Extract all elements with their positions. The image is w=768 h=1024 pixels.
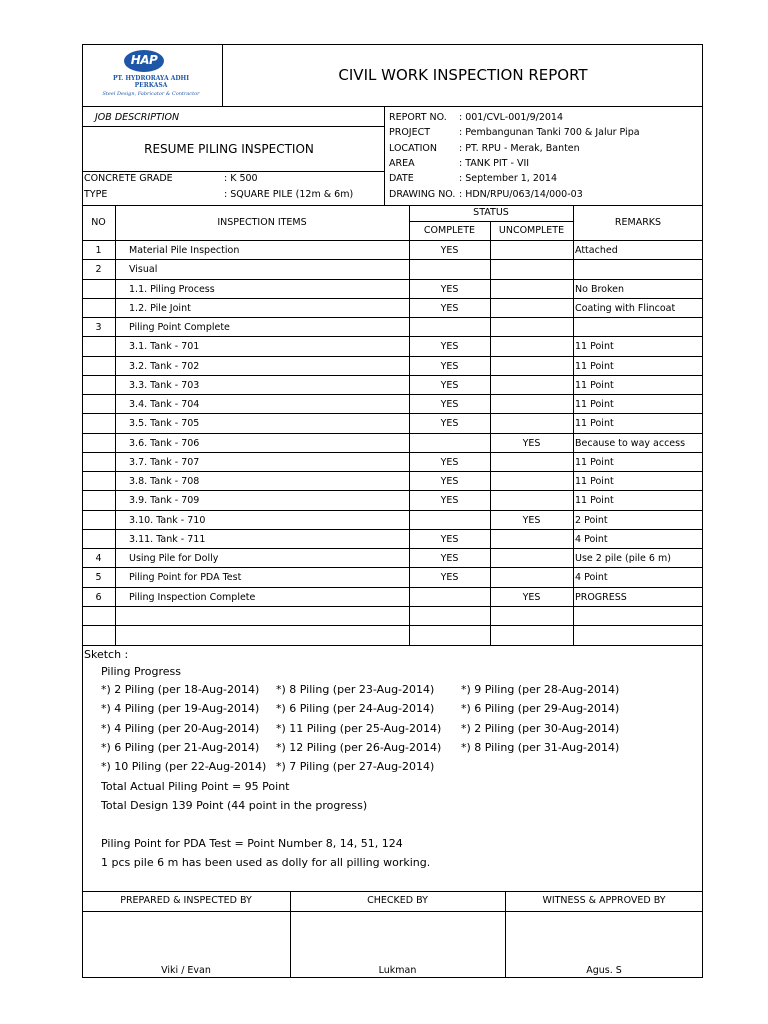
- sketch-label: Sketch :: [84, 648, 129, 661]
- row-item: 3.10. Tank - 710: [129, 514, 206, 526]
- row-item: 3.2. Tank - 702: [129, 360, 200, 372]
- progress-entry: *) 10 Piling (per 22-Aug-2014): [101, 760, 267, 774]
- row-divider: [82, 356, 703, 357]
- row-number: 6: [95, 591, 102, 603]
- info-value: : September 1, 2014: [459, 173, 558, 185]
- row-complete: YES: [440, 533, 459, 545]
- row-item: 3.4. Tank - 704: [129, 399, 200, 410]
- row-item: 3.11. Tank - 711: [129, 533, 206, 545]
- checked-by-label: CHECKED BY: [367, 895, 428, 906]
- row-remarks: 11 Point: [575, 360, 614, 372]
- progress-entry: *) 9 Piling (per 28-Aug-2014): [461, 683, 620, 696]
- row-remarks: 11 Point: [575, 341, 614, 353]
- row-divider: [82, 471, 703, 472]
- row-complete: YES: [440, 572, 459, 584]
- job-description-value: RESUME PILING INSPECTION: [144, 142, 314, 156]
- prepared-by-name: Viki / Evan: [161, 965, 211, 976]
- progress-entry: *) 12 Piling (per 26-Aug-2014): [276, 740, 442, 754]
- row-uncomplete: YES: [522, 591, 541, 603]
- progress-entry: *) 11 Piling (per 25-Aug-2014): [276, 721, 442, 735]
- info-value: : PT. RPU - Merak, Banten: [459, 142, 580, 154]
- row-divider: [82, 510, 703, 511]
- row-item: 3.1. Tank - 701: [129, 341, 200, 353]
- progress-entry: *) 8 Piling (per 31-Aug-2014): [461, 740, 620, 754]
- col-header-items: INSPECTION ITEMS: [217, 217, 307, 228]
- row-item: 1.2. Pile Joint: [129, 302, 191, 314]
- row-remarks: 4 Point: [575, 572, 608, 584]
- row-item: Visual: [129, 264, 158, 276]
- info-label: DRAWING NO.: [389, 188, 456, 200]
- row-item: 3.5. Tank - 705: [129, 418, 200, 430]
- info-value: : HDN/RPU/063/14/000-03: [459, 188, 583, 200]
- row-divider: [82, 336, 703, 337]
- row-divider: [82, 279, 703, 280]
- row-remarks: 11 Point: [575, 495, 614, 507]
- row-remarks: 4 Point: [575, 533, 608, 545]
- company-tagline: Steel Design, Fabricator & Contractor: [102, 91, 200, 97]
- row-divider: [82, 587, 703, 588]
- row-complete: YES: [440, 341, 459, 353]
- type-label: TYPE: [84, 189, 108, 200]
- row-divider: [82, 394, 703, 395]
- concrete-grade-label: CONCRETE GRADE: [84, 173, 173, 184]
- concrete-grade-value: : K 500: [224, 173, 258, 184]
- row-divider: [82, 452, 703, 453]
- progress-entry: *) 2 Piling (per 30-Aug-2014): [461, 721, 620, 735]
- row-item: Piling Inspection Complete: [129, 591, 256, 603]
- row-item: Material Pile Inspection: [129, 245, 240, 256]
- row-divider: [82, 317, 703, 318]
- row-uncomplete: YES: [522, 437, 541, 449]
- row-divider: [82, 567, 703, 568]
- checked-by-name: Lukman: [378, 965, 417, 976]
- col-header-status: STATUS: [473, 207, 509, 218]
- piling-progress-title: Piling Progress: [101, 665, 181, 678]
- progress-entry: *) 6 Piling (per 21-Aug-2014): [101, 740, 260, 754]
- row-remarks: Coating with Flincoat: [575, 302, 676, 314]
- row-number: 4: [95, 553, 102, 564]
- approved-by-name: Agus. S: [586, 965, 622, 976]
- row-item: Using Pile for Dolly: [129, 553, 219, 564]
- row-item: Piling Point Complete: [129, 322, 230, 333]
- job-description-label: JOB DESCRIPTION: [95, 112, 180, 123]
- row-item: 3.9. Tank - 709: [129, 495, 200, 507]
- progress-entry: *) 2 Piling (per 18-Aug-2014): [101, 683, 260, 696]
- row-number: 2: [95, 264, 102, 276]
- row-number: 1: [95, 245, 102, 256]
- info-label: AREA: [389, 157, 415, 169]
- row-complete: YES: [440, 302, 459, 314]
- row-divider: [82, 259, 703, 260]
- col-header-complete: COMPLETE: [423, 225, 476, 236]
- row-item: 1.1. Piling Process: [129, 283, 215, 295]
- progress-entry: *) 4 Piling (per 20-Aug-2014): [101, 721, 260, 735]
- row-divider: [82, 298, 703, 299]
- col-header-uncomplete: UNCOMPLETE: [498, 225, 565, 236]
- prepared-by-label: PREPARED & INSPECTED BY: [120, 895, 252, 906]
- row-item: 3.6. Tank - 706: [129, 437, 200, 449]
- total-actual: Total Actual Piling Point = 95 Point: [101, 780, 290, 793]
- col-header-remarks: REMARKS: [614, 217, 662, 228]
- row-item: 3.8. Tank - 708: [129, 476, 200, 487]
- row-item: Piling Point for PDA Test: [129, 572, 242, 584]
- row-complete: YES: [440, 399, 459, 410]
- row-remarks: Attached: [575, 245, 618, 256]
- progress-entry: *) 7 Piling (per 27-Aug-2014): [276, 760, 435, 774]
- row-divider: [82, 625, 703, 626]
- row-complete: YES: [440, 245, 459, 256]
- row-remarks: 11 Point: [575, 456, 614, 468]
- progress-entry: *) 6 Piling (per 29-Aug-2014): [461, 702, 620, 716]
- row-divider: [82, 375, 703, 376]
- info-value: : 001/CVL-001/9/2014: [459, 112, 563, 123]
- progress-entry: *) 4 Piling (per 19-Aug-2014): [101, 702, 260, 716]
- info-label: LOCATION: [389, 142, 438, 154]
- row-divider: [82, 490, 703, 491]
- row-divider: [82, 433, 703, 434]
- approved-by-label: WITNESS & APPROVED BY: [542, 895, 666, 906]
- row-remarks: 11 Point: [575, 399, 614, 410]
- row-remarks: 2 Point: [575, 514, 608, 526]
- row-divider: [82, 606, 703, 607]
- row-number: 5: [95, 572, 102, 584]
- row-divider: [82, 413, 703, 414]
- row-remarks: 11 Point: [575, 476, 614, 487]
- row-complete: YES: [440, 476, 459, 487]
- info-label: PROJECT: [389, 127, 431, 139]
- col-header-no: NO: [91, 217, 106, 228]
- row-complete: YES: [440, 456, 459, 468]
- company-name: PT. HYDRORAYA ADHI PERKASA: [112, 75, 190, 89]
- row-number: 3: [95, 322, 102, 333]
- row-remarks: Because to way access: [575, 437, 686, 449]
- info-label: DATE: [389, 173, 414, 185]
- row-item: 3.7. Tank - 707: [129, 456, 200, 468]
- row-complete: YES: [440, 283, 459, 295]
- row-remarks: 11 Point: [575, 379, 614, 391]
- total-design: Total Design 139 Point (44 point in the progress): [101, 799, 368, 812]
- row-complete: YES: [440, 360, 459, 372]
- row-complete: YES: [440, 379, 459, 391]
- logo-mark: HAP: [130, 53, 158, 67]
- info-value: : TANK PIT - VII: [459, 157, 530, 169]
- company-logo: [90, 50, 212, 102]
- info-value: : Pembangunan Tanki 700 & Jalur Pipa: [459, 127, 640, 139]
- pda-test-points: Piling Point for PDA Test = Point Number 8, 14, 51, 124: [101, 837, 403, 850]
- row-uncomplete: YES: [522, 514, 541, 526]
- row-complete: YES: [440, 495, 459, 507]
- dolly-note: 1 pcs pile 6 m has been used as dolly for all pilling working.: [101, 856, 431, 869]
- row-divider: [82, 529, 703, 530]
- row-remarks: Use 2 pile (pile 6 m): [575, 553, 671, 564]
- row-item: 3.3. Tank - 703: [129, 379, 200, 391]
- row-remarks: 11 Point: [575, 418, 614, 430]
- row-complete: YES: [440, 418, 459, 430]
- row-divider: [82, 548, 703, 549]
- progress-entry: *) 8 Piling (per 23-Aug-2014): [276, 683, 435, 696]
- report-title: CIVIL WORK INSPECTION REPORT: [338, 66, 588, 84]
- row-complete: YES: [440, 553, 459, 564]
- row-remarks: PROGRESS: [575, 591, 627, 603]
- progress-entry: *) 6 Piling (per 24-Aug-2014): [276, 702, 435, 716]
- row-remarks: No Broken: [575, 283, 624, 295]
- info-label: REPORT NO.: [389, 112, 447, 123]
- type-value: : SQUARE PILE (12m & 6m): [224, 189, 354, 200]
